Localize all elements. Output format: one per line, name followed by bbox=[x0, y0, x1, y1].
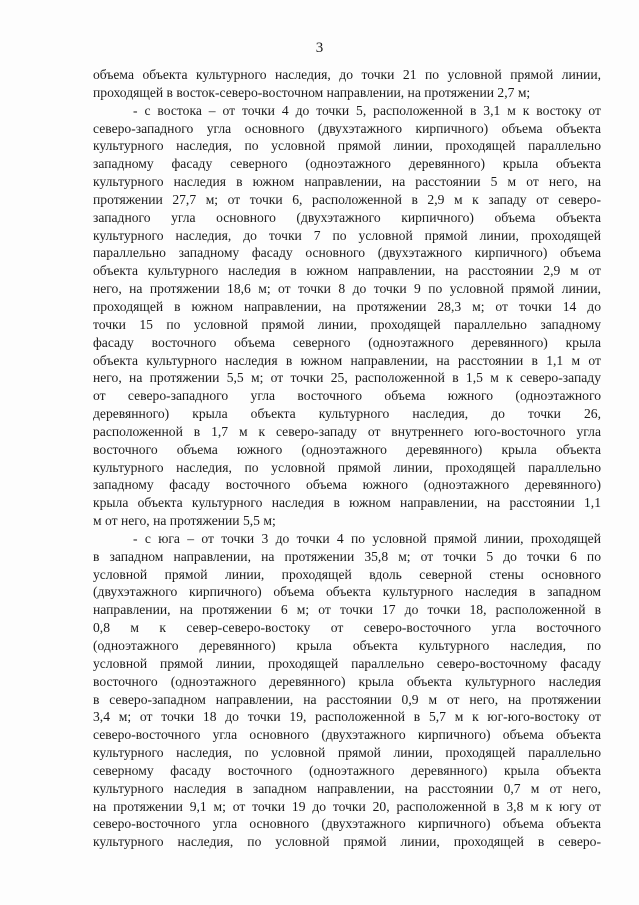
text-line: (двухэтажного кирпичного) объема объекта культурного наследия в западном bbox=[93, 584, 601, 600]
text-line: культурного наследия в южном направлении, на расстоянии 5 м от него, на bbox=[93, 174, 601, 190]
document-body-text bbox=[93, 66, 601, 851]
text-line: культурного наследия, по условной прямой линии, проходящей параллельно bbox=[93, 459, 601, 475]
text-line: него, на протяжении 18,6 м; от точки 8 до точки 9 по условной прямой линии, bbox=[93, 281, 601, 297]
text-line: объекта культурного наследия в южном направлении, на расстоянии 2,9 м от bbox=[93, 263, 601, 279]
text-line: восточного объема южного (одноэтажного деревянного) крыла объекта bbox=[93, 441, 601, 457]
text-line: культурного наследия, по условной прямой линии, проходящей в северо- bbox=[93, 834, 601, 850]
text-line: в западном направлении, на протяжении 35,8 м; от точки 5 до точки 6 по bbox=[93, 548, 601, 564]
text-line: объекта культурного наследия в южном направлении, на расстоянии в 1,1 м от bbox=[93, 352, 601, 368]
text-line: расположенной в 1,7 м к северо-западу от внутреннего юго-восточного угла bbox=[93, 423, 601, 439]
text-line: (одноэтажного деревянного) крыла объекта культурного наследия, по bbox=[93, 638, 601, 653]
text-line: 0,8 м к север-северо-востоку от северо-восточного угла восточного bbox=[93, 620, 601, 636]
text-line: культурного наследия, до точки 7 по условной прямой линии, проходящей bbox=[93, 227, 601, 243]
text-line: культурного наследия, по условной прямой линии, проходящей параллельно bbox=[93, 745, 601, 761]
text-line: - с юга – от точки 3 до точки 4 по условной прямой линии, проходящей bbox=[133, 530, 601, 546]
text-line: крыла объекта культурного наследия в южном направлении, на расстоянии 1,1 bbox=[93, 495, 601, 511]
text-line: параллельно западному фасаду основного (двухэтажного кирпичного) объема bbox=[93, 245, 601, 261]
text-line: 3,4 м; от точки 18 до точки 19, расположенной в 5,7 м к юг-юго-востоку от bbox=[93, 709, 601, 725]
text-line: проходящей в южном направлении, на протяжении 28,3 м; от точки 14 до bbox=[93, 298, 601, 314]
text-line: от северо-западного угла восточного объема южного (одноэтажного bbox=[93, 388, 601, 404]
text-line: северо-западного угла основного (двухэтажного кирпичного) объема объекта bbox=[93, 120, 601, 136]
text-line: условной прямой линии, проходящей вдоль северной стены основного bbox=[93, 566, 601, 582]
text-line: восточного (одноэтажного деревянного) крыла объекта культурного наследия bbox=[93, 673, 601, 689]
text-line: протяжении 27,7 м; от точки 6, расположенной в 2,9 м к западу от северо- bbox=[93, 191, 601, 207]
text-line: северо-восточного угла основного (двухэтажного кирпичного) объема объекта bbox=[93, 816, 601, 832]
text-line: западному фасаду восточного объема южного (одноэтажного деревянного) bbox=[93, 477, 601, 493]
text-line: - с востока – от точки 4 до точки 5, расположенной в 3,1 м к востоку от bbox=[133, 102, 601, 118]
text-line: в северо-западном направлении, на расстоянии 0,9 м от него, на протяжении bbox=[93, 691, 601, 707]
page-number: 3 bbox=[315, 40, 324, 56]
text-line: точки 15 по условной прямой линии, проходящей параллельно западному bbox=[93, 316, 601, 332]
text-line: на протяжении 9,1 м; от точки 19 до точки 20, расположенной в 3,8 м к югу от bbox=[93, 798, 601, 814]
text-line: м от него, на протяжении 5,5 м; bbox=[93, 513, 276, 529]
text-line: западного угла основного (двухэтажного кирпичного) объема объекта bbox=[93, 209, 601, 225]
text-line: культурного наследия, по условной прямой линии, проходящей параллельно bbox=[93, 138, 601, 154]
text-line: фасаду восточного объема северного (одноэтажного деревянного) крыла bbox=[93, 334, 601, 350]
text-line: деревянного) крыла объекта культурного наследия, до точки 26, bbox=[93, 406, 601, 422]
text-line: направлении, на протяжении 6 м; от точки 17 до точки 18, расположенной в bbox=[93, 602, 601, 618]
text-line: объема объекта культурного наследия, до точки 21 по условной прямой линии, bbox=[93, 67, 601, 82]
text-line: проходящей в восток-северо-восточном направлении, на протяжении 2,7 м; bbox=[93, 84, 531, 100]
text-line: культурного наследия в западном направлении, на расстоянии 0,7 м от него, bbox=[93, 780, 601, 796]
text-line: северному фасаду восточного (одноэтажного деревянного) крыла объекта bbox=[93, 762, 601, 778]
text-line: условной прямой линии, проходящей параллельно северо-восточному фасаду bbox=[93, 655, 601, 671]
text-line: него, на протяжении 5,5 м; от точки 25, расположенной в 1,5 м к северо-западу bbox=[93, 370, 601, 386]
text-line: западному фасаду северного (одноэтажного деревянного) крыла объекта bbox=[93, 156, 601, 172]
text-line: северо-восточного угла основного (двухэтажного кирпичного) объема объекта bbox=[93, 727, 601, 743]
